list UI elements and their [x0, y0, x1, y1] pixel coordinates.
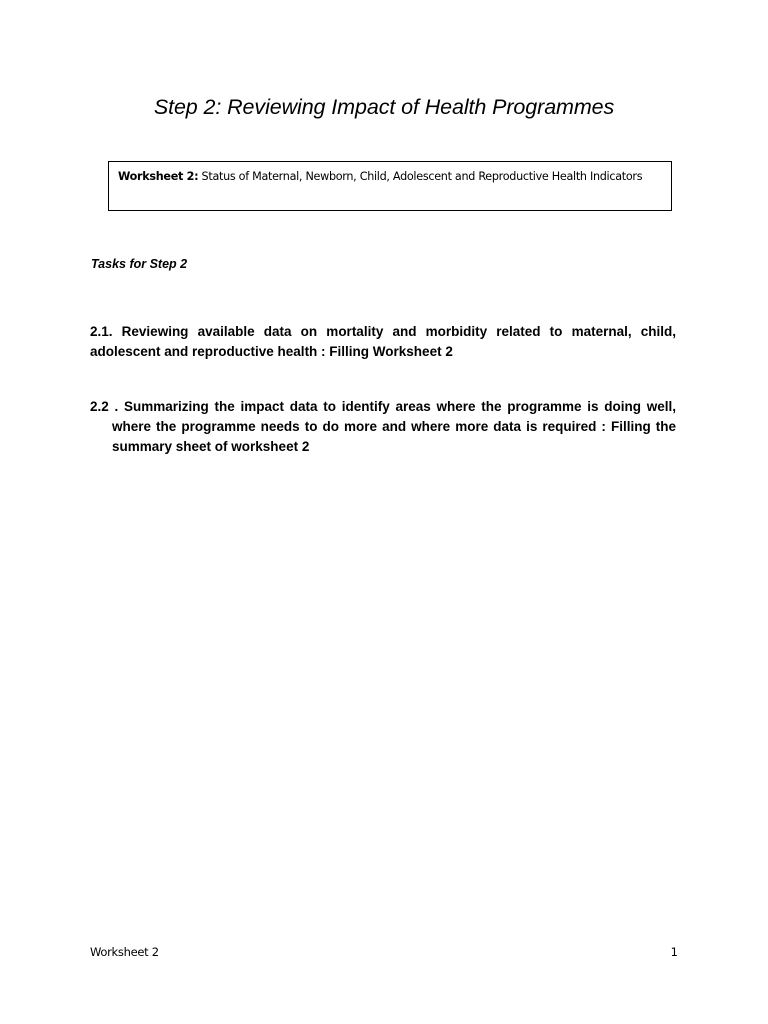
tasks-heading: Tasks for Step 2	[91, 257, 188, 271]
footer-label: Worksheet 2	[90, 945, 159, 959]
worksheet-info-box	[108, 161, 672, 211]
worksheet-description: Status of Maternal, Newborn, Child, Adolescent and Reproductive Health Indicators	[198, 170, 643, 183]
page-title: Step 2: Reviewing Impact of Health Programmes	[153, 95, 615, 119]
page-number: 1	[670, 945, 678, 959]
task-item-2-1: 2.1. Reviewing available data on mortality and morbidity related to maternal, child, adolescent and reproductive health : Filling Worksheet 2	[90, 324, 676, 359]
worksheet-label: Worksheet 2:	[118, 170, 199, 183]
task-item-2-2: 2.2 . Summarizing the impact data to identify areas where the programme is doing well, where the programme needs to do more and where more data is required : Filling the summary sheet of worksheet 2	[90, 399, 676, 454]
